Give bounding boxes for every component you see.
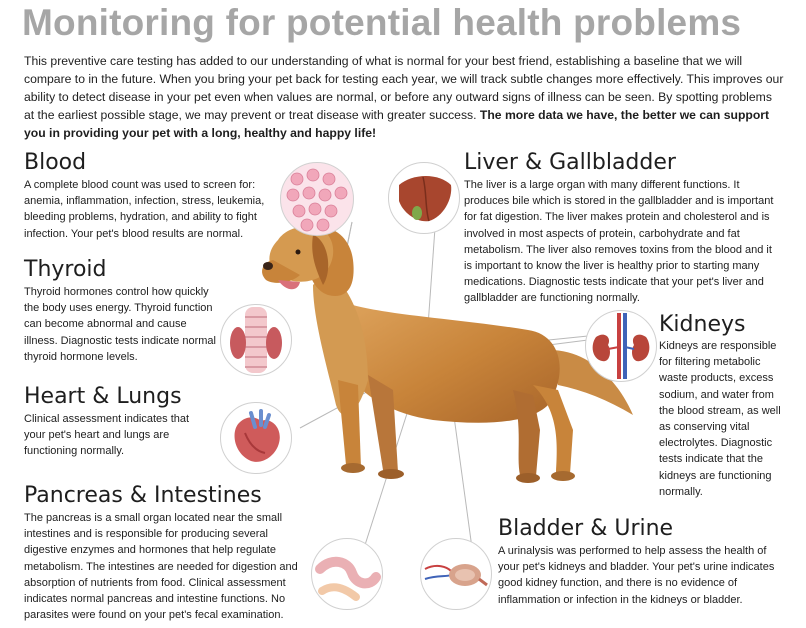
pancreas-heading: Pancreas & Intestines — [24, 483, 262, 508]
thyroid-heading: Thyroid — [24, 257, 107, 282]
liver-text: The liver is a large organ with many different functions. It produces bile which is stored in the gallbladder and is important for fat digestion. The liver makes protein and cholesterol and is involved in most aspects of protein, carbohydrate and fat metabolism. The liver also removes toxins from the blood and it is important to know the liver is healthy prior to starting many medications. Diagnostic tests indicate that your pet's liver and gallbladder are functioning normally. — [464, 179, 774, 305]
thyroid-trachea-icon — [220, 304, 292, 376]
blood-cells-icon — [280, 162, 354, 236]
intestine-icon — [311, 538, 383, 610]
bladder-text: A urinalysis was performed to help assess the health of your pet's kidneys and bladder. Your pet's urine indicates good kidney function, and there is no evidence of inflammation or infection in the kidneys or bladder. — [498, 545, 775, 606]
heart-lungs-text: Clinical assessment indicates that your pet's heart and lungs are functioning normally. — [24, 413, 190, 458]
kidneys-text: Kidneys are responsible for filtering metabolic waste products, excess sodium, and water from the blood stream, as well as conserving vital electrolytes. Diagnostic tests indicate that the kidneys are functioning normally. — [659, 340, 781, 498]
heart-icon — [220, 402, 292, 474]
pancreas-text: The pancreas is a small organ located near the small intestines and is responsible for producing several digestive enzymes and hormones that help regulate metabolism. The intestines are needed for digestion and absorption of nutrients from food. Clinical assessment indicates normal pancreas and intestine functions. No parasites were found on your pet's fecal examination. — [24, 512, 298, 622]
page-title: Monitoring for potential health problems — [22, 2, 742, 43]
thyroid-text: Thyroid hormones control how quickly the body uses energy. Thyroid function can become abnormal and cause illness. Diagnostic tests indicate normal thyroid hormone levels. — [24, 286, 216, 363]
kidneys-icon — [585, 310, 657, 382]
bladder-icon — [420, 538, 492, 610]
liver-heading: Liver & Gallbladder — [464, 150, 676, 175]
blood-text: A complete blood count was used to screen for: anemia, inflammation, infection, stress, leukemia, bleeding problems, hydration, and ability to fight infection. Your pet's blood results are normal. — [24, 179, 265, 240]
bladder-heading: Bladder & Urine — [498, 516, 674, 541]
kidneys-heading: Kidneys — [659, 312, 746, 337]
intro-text: This preventive care testing has added to our understanding of what is normal for your best friend, establishing a baseline that we will compare to in the future. When you bring your pet back for testing each year, we will track subtle changes more effectively. This improves our ability to detect disease in your pet even when values are normal, or before any outward signs of illness can be seen. By spotting problems at the earliest possible stage, we may prevent or treat disease with greater success. — [24, 54, 784, 122]
blood-heading: Blood — [24, 150, 87, 175]
liver-icon — [388, 162, 460, 234]
heart-lungs-heading: Heart & Lungs — [24, 384, 182, 409]
intro-bold-text: The more data we have, the better we can support you in providing your pet with a long, healthy and happy life! — [24, 108, 770, 140]
